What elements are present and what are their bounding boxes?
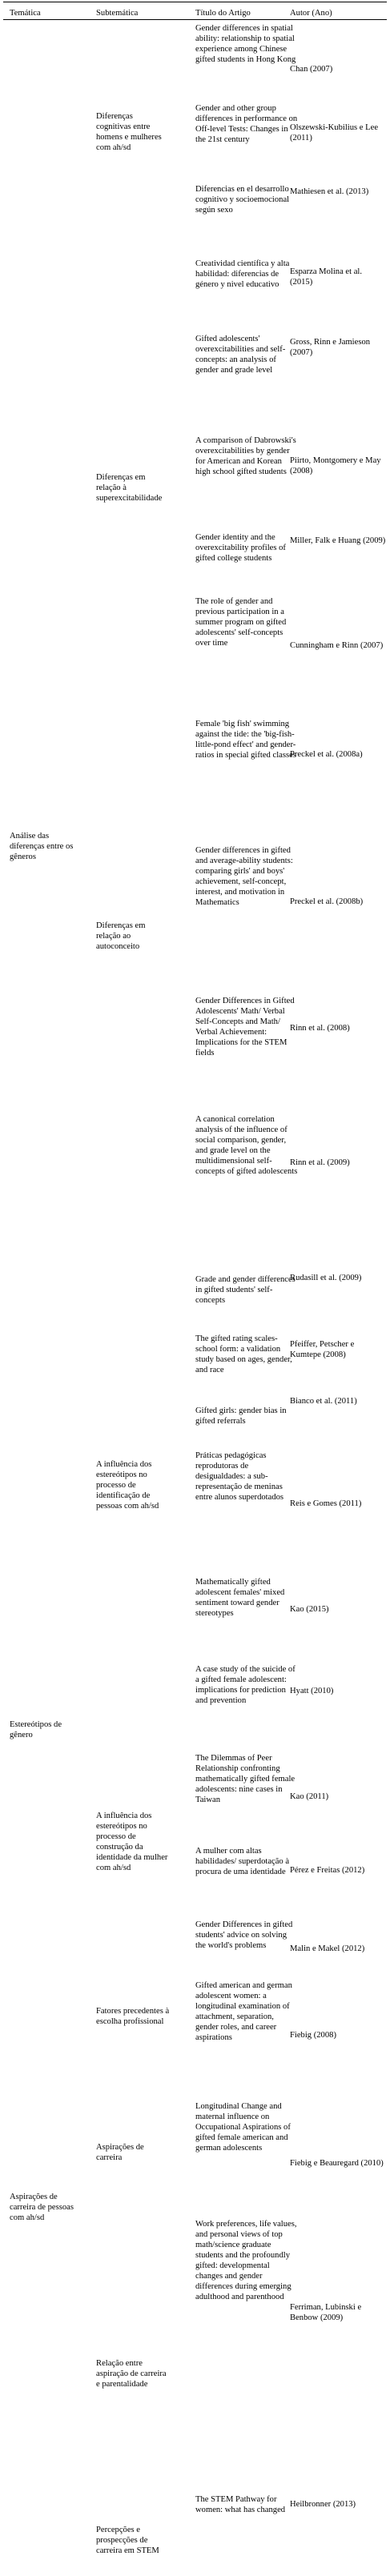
- article-title: Longitudinal Change and maternal influence on Occupational Aspirations of gifted female american and german adolescents: [195, 2102, 291, 2153]
- article-title: Grade and gender differences in gifted students' self-concepts: [195, 1275, 296, 1306]
- article-author: Malin e Makel (2012): [290, 1944, 365, 1953]
- article-title: The STEM Pathway for women: what has changed: [195, 2495, 286, 2515]
- article-title: A case study of the suicide of a gifted female adolescent: implications for prediction and prevention: [195, 1665, 296, 1706]
- header-rule: [3, 19, 387, 20]
- article-author: Kao (2015): [290, 1605, 329, 1614]
- article-author: Miller, Falk e Huang (2009): [290, 536, 386, 545]
- article-title: Work preferences, life values, and personal views of top math/science graduate students and the profoundly gifted: developmental changes and gender differences during emerging adulthood and parenthood: [195, 2220, 297, 2302]
- article-author: Ferriman, Lubinski e Benbow (2009): [290, 2303, 362, 2323]
- article-title: Diferencias en el desarrollo cognitivo y socioemocional según sexo: [195, 185, 290, 215]
- subtheme-cell: Fatores precedentes à escolha profissional: [96, 2007, 170, 2027]
- article-author: Gross, Rinn e Jamieson (2007): [290, 338, 371, 358]
- article-author: Preckel et al. (2008b): [290, 897, 364, 906]
- article-author: Rinn et al. (2008): [290, 1024, 350, 1033]
- subtheme-cell: A influência dos estereótipos no processo de construção da identidade da mulher com ah/sd: [96, 1812, 168, 1873]
- subtheme-cell: Diferenças cognitivas entre homens e mulheres com ah/sd: [96, 112, 162, 153]
- article-title: Creatividad científica y alta habilidad: diferencias de género y nivel educativo: [195, 259, 290, 290]
- header-titulo: Título do Artigo: [195, 9, 251, 18]
- article-title: The role of gender and previous participation in a summer program on gifted adolescents' self-concepts over time: [195, 597, 287, 648]
- article-author: Hyatt (2010): [290, 1687, 334, 1695]
- article-author: Esparza Molina et al. (2015): [290, 267, 363, 287]
- article-author: Rinn et al. (2009): [290, 1158, 350, 1167]
- article-author: Fiebig e Beauregard (2010): [290, 2159, 384, 2168]
- theme-cell: Análise das diferenças entre os gêneros: [10, 832, 74, 862]
- article-title: Gifted girls: gender bias in gifted referrals: [195, 1406, 287, 1426]
- header-tematica: Temática: [10, 9, 41, 18]
- article-author: Bianco et al. (2011): [290, 1397, 357, 1406]
- article-author: Reis e Gomes (2011): [290, 1499, 362, 1508]
- article-title: A canonical correlation analysis of the influence of social comparison, gender, and grade level on the multidimensional self-concepts of gifted adolescents: [195, 1115, 298, 1177]
- article-title: Práticas pedagógicas reprodutoras de desigualdades: a sub-representação de meninas entre alunos superdotados: [195, 1451, 284, 1503]
- subtheme-cell: Diferenças em relação ao autoconceito: [96, 921, 146, 952]
- subtheme-cell: Aspirações de carreira: [96, 2143, 144, 2163]
- article-author: Pérez e Freitas (2012): [290, 1866, 365, 1875]
- article-author: Kao (2011): [290, 1792, 329, 1801]
- article-title: Gender differences in gifted and average-ability students: comparing girls' and boys' achievement, self-concept, interest, and motivation in Mathematics: [195, 846, 293, 908]
- article-author: Cunningham e Rinn (2007): [290, 641, 384, 650]
- article-title: A comparison of Dabrowski's overexcitabilities by gender for American and Korean high school gifted students: [195, 436, 296, 477]
- article-title: Gender differences in spatial ability: relationship to spatial experience among Chinese gifted students in Hong Kong: [195, 24, 296, 65]
- article-author: Fiebig (2008): [290, 2031, 336, 2040]
- subtheme-cell: Percepções e prospecções de carreira em STEM: [96, 2526, 159, 2556]
- article-author: Preckel et al. (2008a): [290, 750, 363, 759]
- article-author: Chan (2007): [290, 65, 333, 74]
- article-title: Female 'big fish' swimming against the tide: the 'big-fish-little-pond effect' and gender-ratios in special gifted classes: [195, 720, 296, 760]
- article-title: The Dilemmas of Peer Relationship confronting mathematically gifted female adolescents: nine cases in Taiwan: [195, 1754, 296, 1805]
- article-title: Mathematically gifted adolescent females' mixed sentiment toward gender stereotypes: [195, 1578, 285, 1619]
- article-author: Olszewski-Kubilius e Lee (2011): [290, 123, 379, 143]
- article-title: Gender Differences in Gifted Adolescents' Math/ Verbal Self-Concepts and Math/ Verbal Achievement: Implications for the STEM fields: [195, 997, 295, 1058]
- header-autor: Autor (Ano): [290, 9, 332, 18]
- article-author: Rudasill et al. (2009): [290, 1274, 362, 1282]
- theme-cell: Aspirações de carreira de pessoas com ah/sd: [10, 2193, 74, 2223]
- article-author: Mathiesen et al. (2013): [290, 187, 369, 196]
- subtheme-cell: Relação entre aspiração de carreira e parentalidade: [96, 2359, 167, 2389]
- subtheme-cell: A influência dos estereótipos no processo de identificação de pessoas com ah/sd: [96, 1460, 159, 1511]
- article-title: Gender Differences in gifted students' advice on solving the world's problems: [195, 1920, 293, 1951]
- article-author: Pfeiffer, Petscher e Kumtepe (2008): [290, 1340, 355, 1360]
- article-author: Piirto, Montgomery e May (2008): [290, 456, 381, 476]
- article-title: Gifted adolescents' overexcitabilities and self-concepts: an analysis of gender and grade level: [195, 335, 286, 375]
- header-subtematica: Subtemática: [96, 9, 139, 18]
- article-title: Gender identity and the overexcitability profiles of gifted college students: [195, 533, 286, 564]
- theme-cell: Estereótipos de gênero: [10, 1720, 62, 1740]
- article-title: The gifted rating scales-school form: a validation study based on ages, gender, and race: [195, 1334, 292, 1375]
- article-title: Gender and other group differences in performance on Off-level Tests: Changes in the 21st century: [195, 104, 298, 145]
- subtheme-cell: Diferenças em relação à superexcitabilidade: [96, 473, 163, 504]
- article-title: A mulher com altas habilidades/ superdotação à procura de uma identidade: [195, 1847, 290, 1877]
- article-author: Heilbronner (2013): [290, 2500, 356, 2509]
- article-title: Gifted american and german adolescent women: a longitudinal examination of attachment, separation, gender roles, and career aspirations: [195, 1981, 292, 2043]
